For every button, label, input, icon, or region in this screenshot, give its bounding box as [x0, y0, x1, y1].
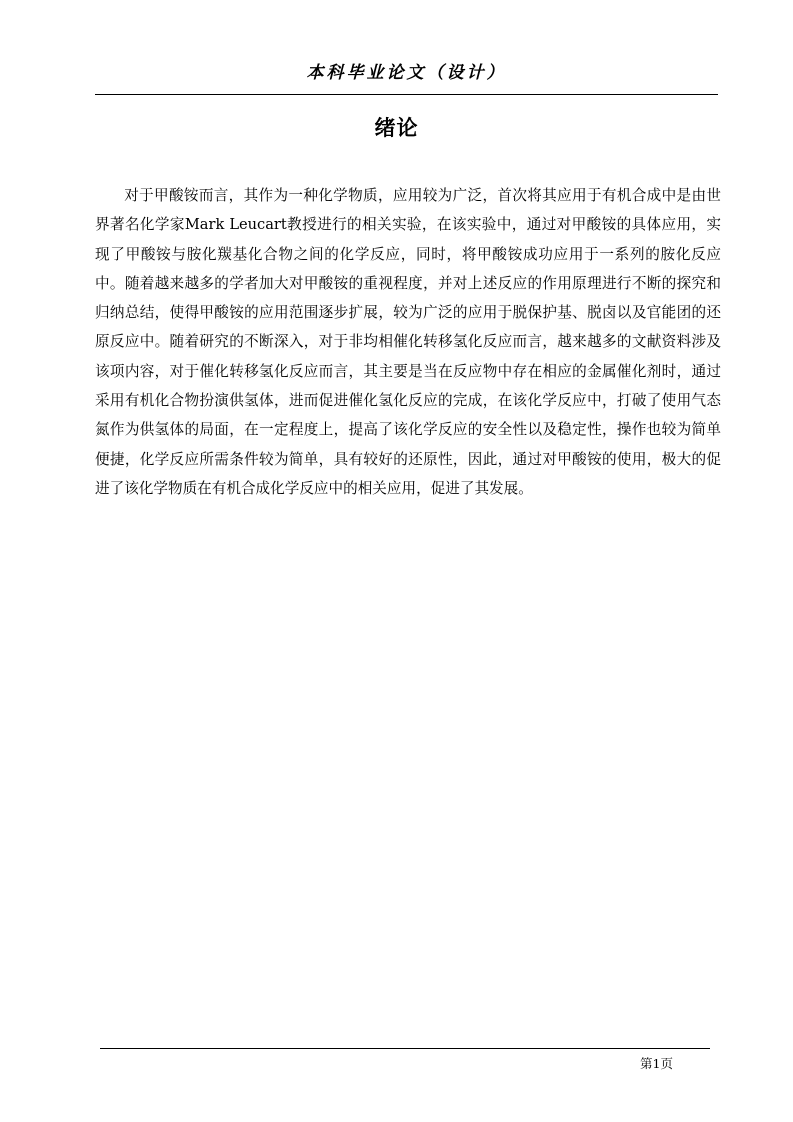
- footer-divider: [100, 1048, 710, 1049]
- header-title: 本科毕业论文（设计）: [306, 63, 507, 83]
- section-title: 绪论: [374, 116, 419, 140]
- page-number: 第1页: [640, 1056, 673, 1071]
- body-paragraph: 对于甲酸铵而言，其作为一种化学物质，应用较为广泛，首次将其应用于有机合成中是由世界著名化学家Mark Leucart教授进行的相关实验，在该实验中，通过对甲酸铵的具体应用，实现了甲酸铵与胺化羰基化合物之间的化学反应，同时，将甲酸铵成功应用于一系列的胺化反应中。随着越来越多的学者加大对甲酸铵的重视程度，并对上述反应的作用原理进行不断的探究和归纳总结，使得甲酸铵的应用范围逐步扩展，较为广泛的应用于脱保护基、脱卤以及官能团的还原反应中。随着研究的不断深入，对于非均相催化转移氢化反应而言，越来越多的文献资料涉及该项内容，对于催化转移氢化反应而言，其主要是当在反应物中存在相应的金属催化剂时，通过采用有机化合物扮演供氢体，进而促进催化氢化反应的完成，在该化学反应中，打破了使用气态氮作为供氢体的局面，在一定程度上，提高了该化学反应的安全性以及稳定性，操作也较为简单便捷，化学反应所需条件较为简单，具有较好的还原性，因此，通过对甲酸铵的使用，极大的促进了该化学物质在有机合成化学反应中的相关应用，促进了其发展。: [95, 187, 721, 497]
- page-header: [95, 58, 718, 95]
